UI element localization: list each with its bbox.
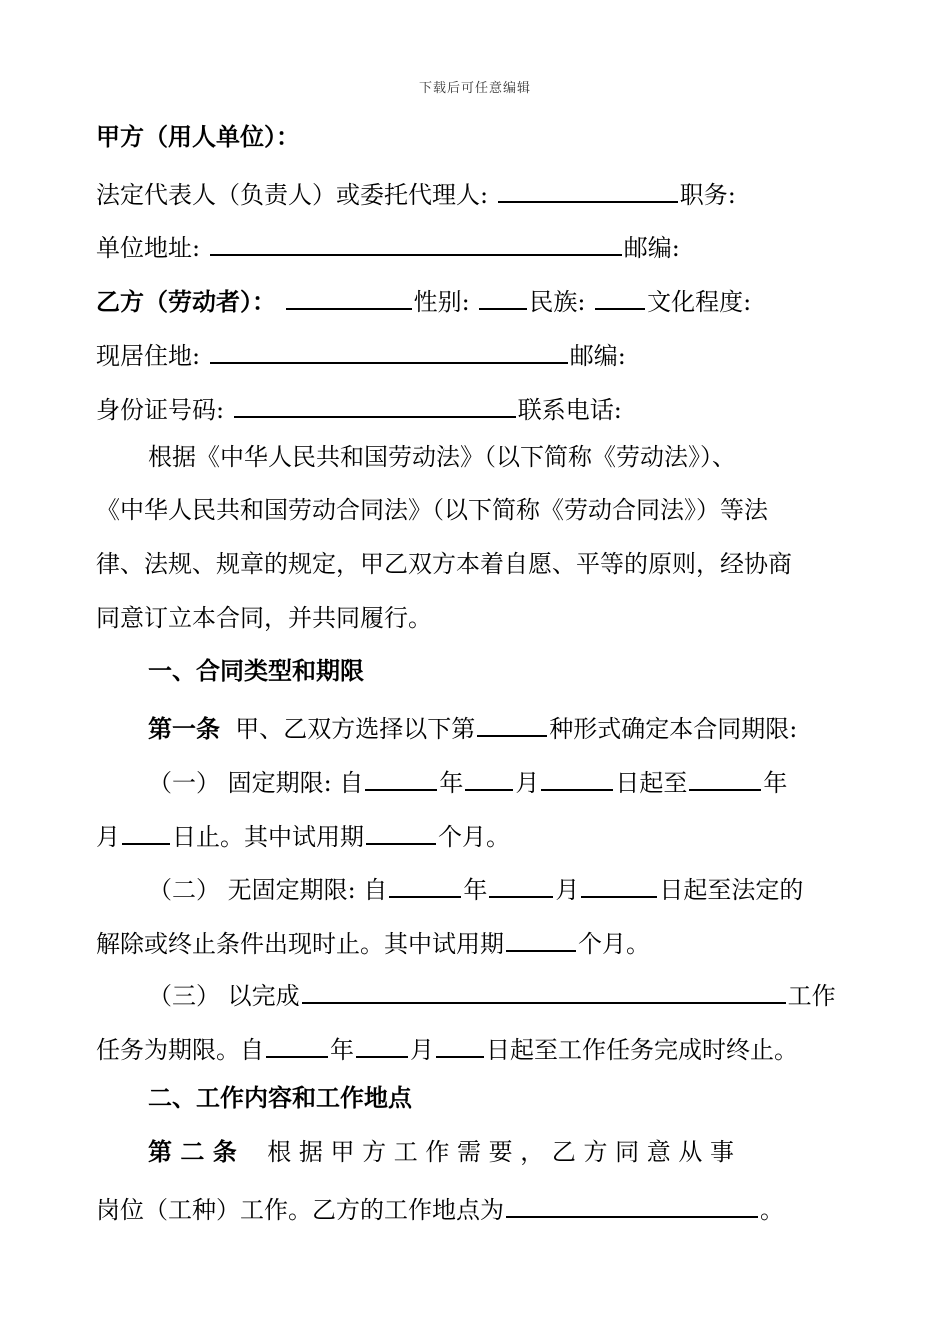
option3-line-2: [96, 1026, 798, 1066]
residence-label: 现居住地:: [96, 342, 201, 370]
article1-text-a: 甲、乙双方选择以下第: [235, 715, 476, 743]
option2-line-1: [148, 866, 803, 906]
opt1-end-month-blank[interactable]: [122, 813, 170, 845]
opt2-month-label: 月: [555, 876, 580, 904]
opt2-year-blank[interactable]: [389, 866, 461, 898]
opt1-year-blank[interactable]: [365, 759, 437, 791]
opt3-task-blank[interactable]: [302, 972, 786, 1004]
rep-label: 法定代表人（负责人）或委托代理人:: [96, 181, 489, 209]
option1-text: 固定期限: 自: [227, 769, 364, 797]
article2-line-2: [96, 1186, 784, 1226]
id-blank[interactable]: [234, 386, 516, 418]
article2-text: 根 据 甲 方 工 作 需 要 ， 乙 方 同 意 从 事: [267, 1138, 735, 1166]
opt3-work-label: 工作: [787, 982, 836, 1010]
opt2-day-blank[interactable]: [581, 866, 657, 898]
postcode-b-label: 邮编:: [569, 342, 626, 370]
article1-line: [148, 705, 797, 745]
postcode-label: 邮编:: [623, 234, 680, 262]
option1-line-1: [148, 759, 787, 799]
months-label: 个月。: [438, 823, 510, 851]
opt1-probation-blank[interactable]: [366, 813, 436, 845]
party-b-title: 乙方（劳动者）：: [96, 287, 276, 316]
address-blank[interactable]: [210, 224, 622, 256]
preamble-line-1: 根据《中华人民共和国劳动法》（以下简称《劳动法》）、: [148, 443, 736, 471]
option2-line-2: [96, 920, 650, 960]
ethnicity-label: 民族:: [529, 288, 586, 316]
party-a-rep-line: [96, 171, 736, 211]
option3-text: 以完成: [227, 982, 300, 1010]
id-line: [96, 386, 622, 426]
option2-text: 无固定期限: 自: [227, 876, 388, 904]
option3-label: （三）: [148, 982, 220, 1010]
workplace-text: 岗位（工种）工作。乙方的工作地点为: [96, 1196, 504, 1224]
opt2-year-label: 年: [463, 876, 488, 904]
opt2-line2-text: 解除或终止条件出现时止。其中试用期: [96, 930, 504, 958]
opt3-day-blank[interactable]: [436, 1026, 484, 1058]
opt1-end-year-blank[interactable]: [689, 759, 761, 791]
option1-label: （一）: [148, 769, 220, 797]
preamble-line-4: 同意订立本合同，并共同履行。: [96, 604, 432, 632]
name-blank[interactable]: [286, 278, 412, 310]
opt3-year-label: 年: [330, 1036, 354, 1064]
preamble-line-3: 律、法规、规章的规定，甲乙双方本着自愿、平等的原则，经协商: [96, 550, 792, 578]
ethnicity-blank[interactable]: [595, 278, 645, 310]
year-label: 年: [439, 769, 464, 797]
option3-line-1: [148, 972, 836, 1012]
education-label: 文化程度:: [647, 288, 752, 316]
opt2-months-label: 个月。: [578, 930, 650, 958]
gender-label: 性别:: [413, 288, 470, 316]
form-choice-blank[interactable]: [477, 705, 547, 737]
opt3-year-blank[interactable]: [266, 1026, 328, 1058]
party-b-line: [96, 278, 751, 318]
id-label: 身份证号码:: [96, 396, 225, 424]
period: 。: [760, 1196, 784, 1224]
month-label-2: 月: [96, 823, 120, 851]
article1-text-b: 种形式确定本合同期限:: [549, 715, 798, 743]
position-label: 职务:: [679, 181, 736, 209]
address-label: 单位地址:: [96, 234, 201, 262]
opt3-line2-text: 任务为期限。自: [96, 1036, 264, 1064]
year-label-2: 年: [763, 769, 788, 797]
article1-label: 第一条: [148, 714, 220, 743]
preamble-line-2: 《中华人民共和国劳动合同法》（以下简称《劳动合同法》）等法: [96, 496, 768, 524]
opt3-tail: 日起至工作任务完成时终止。: [486, 1036, 798, 1064]
opt2-probation-blank[interactable]: [506, 920, 576, 952]
party-a-address-line: [96, 224, 680, 264]
section2-heading: 二、工作内容和工作地点: [148, 1084, 412, 1112]
opt1-day-blank[interactable]: [541, 759, 613, 791]
opt3-month-label: 月: [410, 1036, 434, 1064]
day-from-label: 日起至: [615, 769, 688, 797]
article2-line: [148, 1132, 734, 1172]
option2-label: （二）: [148, 876, 220, 904]
phone-label: 联系电话:: [517, 396, 622, 424]
workplace-blank[interactable]: [506, 1186, 758, 1218]
party-a-title: 甲方（用人单位）：: [96, 122, 300, 151]
article2-label: 第 二 条: [148, 1137, 237, 1166]
residence-line: [96, 332, 626, 372]
opt2-month-blank[interactable]: [489, 866, 553, 898]
end-text: 日止。其中试用期: [172, 823, 364, 851]
option1-line-2: [96, 813, 510, 853]
residence-blank[interactable]: [210, 332, 568, 364]
month-label: 月: [515, 769, 540, 797]
opt3-month-blank[interactable]: [356, 1026, 408, 1058]
rep-blank[interactable]: [498, 171, 678, 203]
opt1-month-blank[interactable]: [465, 759, 513, 791]
opt2-tail: 日起至法定的: [659, 876, 804, 904]
section1-heading: 一、合同类型和期限: [148, 657, 364, 685]
gender-blank[interactable]: [479, 278, 527, 310]
page-header: 下载后可任意编辑: [418, 81, 531, 96]
